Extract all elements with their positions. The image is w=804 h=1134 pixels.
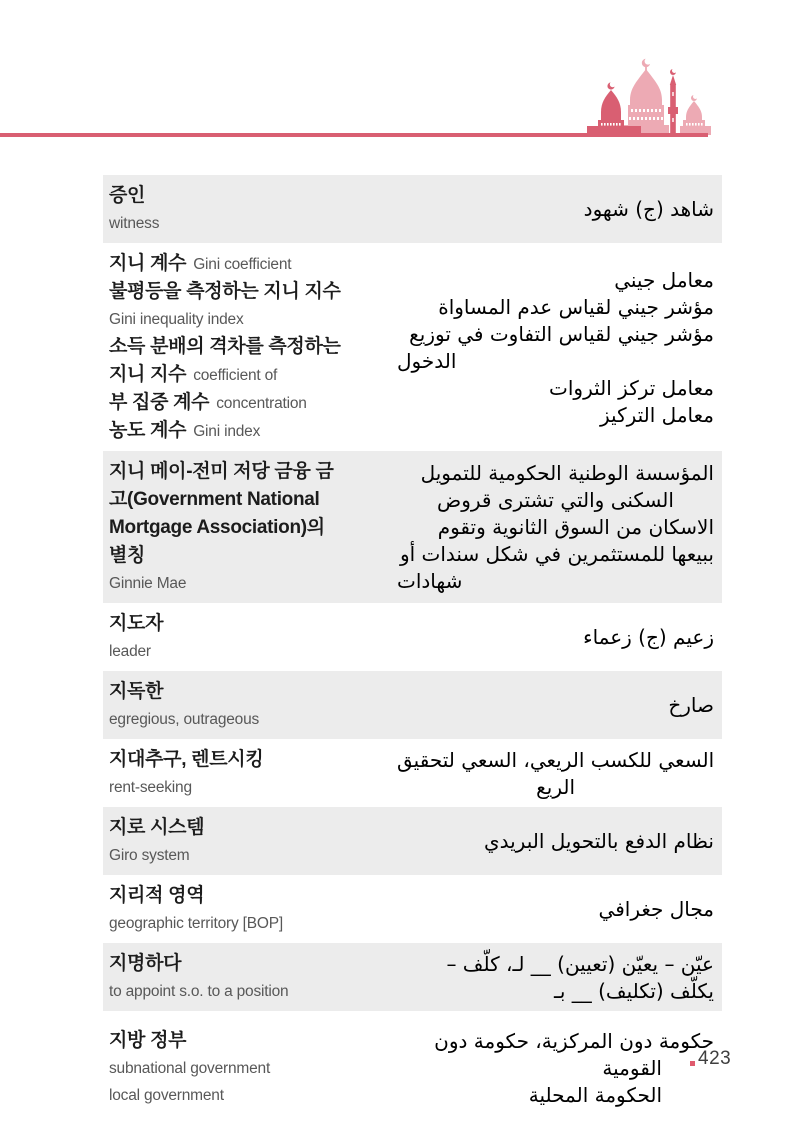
arabic-cell [397,250,714,445]
term-line [109,746,397,774]
english-term-text: Ginnie Mae [109,575,187,592]
term-line [109,638,397,665]
term-line [109,389,397,417]
korean-term-text: 증인 [109,185,146,206]
glossary-row [103,603,722,671]
term-line [109,417,397,445]
korean-term-text: 소득 분배의 격차를 측정하는 [109,336,341,357]
term-line [109,182,397,210]
arabic-term-text: معامل التركيز [600,402,714,427]
glossary-table [103,175,722,1115]
glossary-row [103,875,722,943]
korean-term-text: 별칭 [109,545,146,566]
term-line [109,514,397,542]
korean-term-text: 농도 계수 [109,420,187,441]
term-line [109,333,397,361]
arabic-term-text: الاسكان من السوق الثانوية وتقوم [437,515,714,539]
term-cell [109,610,397,665]
arabic-term-text: الريع [536,774,576,799]
glossary-row [103,451,722,603]
arabic-term-text: يكلّف (تكليف) __ بـ [553,978,714,1003]
korean-term-text: 지도자 [109,613,164,634]
glossary-row [103,243,722,451]
arabic-cell [397,678,714,733]
page-number [690,1048,731,1070]
english-term-text: coefficient of [193,367,278,384]
english-term-text: witness [109,215,160,232]
arabic-cell [397,882,714,937]
korean-term-text: 부 집중 계수 [109,392,210,413]
header-rule [0,133,708,137]
arabic-term-text: شهادات [397,569,463,593]
term-cell [109,746,397,801]
glossary-row [103,1011,722,1115]
term-line [109,950,397,978]
arabic-term-text: الدخول [397,348,457,373]
term-line [109,814,397,842]
term-line [109,910,397,937]
term-line [109,486,397,514]
term-line [109,842,397,869]
arabic-term-text: السكنى والتي تشترى قروض [437,488,674,512]
english-term-text: Gini coefficient [193,256,292,273]
term-line [109,306,397,333]
term-cell [109,250,397,445]
arabic-term-text: حكومة دون المركزية، حكومة دون [434,1028,714,1053]
glossary-row [103,671,722,739]
term-cell [109,882,397,937]
term-line [109,210,397,237]
term-cell [109,458,397,597]
arabic-term-text: الحكومة المحلية [528,1082,662,1107]
korean-term-text: 지대추구, 렌트시킹 [109,749,264,770]
arabic-term-text: ببيعها للمستثمرين في شكل سندات أو [399,542,714,566]
term-line [109,1082,397,1109]
korean-term-text: 지독한 [109,681,164,702]
arabic-term-text: معامل تركز الثروات [549,375,714,400]
term-line [109,1055,397,1082]
arabic-cell [397,1027,714,1109]
arabic-term-text: مجال جغرافي [598,897,714,921]
arabic-term-text: المؤسسة الوطنية الحكومية للتمويل [420,461,714,485]
arabic-term-text: نظام الدفع بالتحويل البريدي [483,829,714,853]
term-line [109,570,397,597]
arabic-term-text: القومية [602,1055,662,1080]
english-term-text: egregious, outrageous [109,711,260,728]
korean-term-text: 지리적 영역 [109,885,205,906]
english-term-text: local government [109,1087,224,1104]
arabic-cell [397,610,714,665]
korean-term-text: 지방 정부 [109,1030,187,1051]
arabic-term-text: معامل جيني [614,267,714,292]
arabic-cell [397,814,714,869]
english-term-text: Giro system [109,847,190,864]
korean-term-text: 고(Government National [109,489,320,510]
term-line [109,882,397,910]
english-term-text: Gini index [193,423,261,440]
arabic-cell [397,458,714,597]
korean-term-text: Mortgage Association)의 [109,517,325,538]
english-term-text: Gini inequality index [109,311,244,328]
korean-term-text: 불평등을 측정하는 지니 지수 [109,281,341,302]
arabic-cell [397,746,714,801]
term-line [109,706,397,733]
term-cell [109,182,397,237]
term-cell [109,678,397,733]
glossary-row [103,175,722,243]
term-line [109,978,397,1005]
arabic-term-text: عيّن – يعيّن (تعيين) __ لـ، كلّف – [446,951,714,976]
arabic-cell [397,182,714,237]
term-line [109,610,397,638]
korean-term-text: 지명하다 [109,953,182,974]
page-number-text: 423 [698,1048,732,1069]
english-term-text: leader [109,643,151,660]
term-cell [109,1027,397,1109]
term-line [109,250,397,278]
english-term-text: to appoint s.o. to a position [109,983,289,1000]
glossary-row [103,807,722,875]
korean-term-text: 지니 계수 [109,253,187,274]
english-term-text: rent-seeking [109,779,192,796]
english-term-text: concentration [216,395,307,412]
korean-term-text: 지니 메이-전미 저당 금융 금 [109,461,334,482]
arabic-term-text: صارخ [668,693,714,717]
term-line [109,458,397,486]
english-term-text: geographic territory [BOP] [109,915,283,932]
term-cell [109,814,397,869]
arabic-term-text: مؤشر جيني لقياس التفاوت في توزيع [409,321,714,346]
glossary-row [103,739,722,807]
term-line [109,678,397,706]
glossary-row [103,943,722,1011]
arabic-cell [397,950,714,1005]
page-number-dot-icon [690,1061,695,1066]
arabic-term-text: شاهد (ج) شهود [583,197,714,221]
arabic-term-text: مؤشر جيني لقياس عدم المساواة [438,294,714,319]
english-term-text: subnational government [109,1060,271,1077]
korean-term-text: 지니 지수 [109,364,187,385]
term-line [109,542,397,570]
term-line [109,774,397,801]
mosque-icon [582,56,712,135]
term-line [109,361,397,389]
term-line [109,278,397,306]
korean-term-text: 지로 시스템 [109,817,205,838]
arabic-term-text: زعيم (ج) زعماء [583,625,714,649]
term-line [109,1027,397,1055]
term-cell [109,950,397,1005]
arabic-term-text: السعي للكسب الريعي، السعي لتحقيق [397,747,715,772]
